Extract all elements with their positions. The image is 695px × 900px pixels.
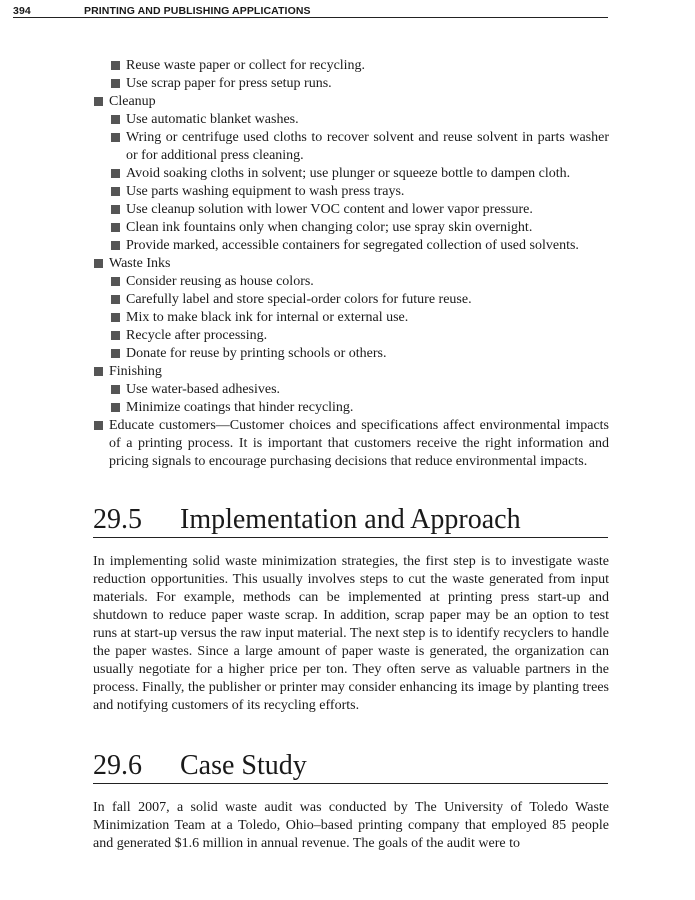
page-number: 394 [13, 5, 31, 17]
list-group [93, 363, 609, 381]
bullet-square-icon [111, 313, 120, 322]
list-group-title: Finishing [109, 364, 162, 379]
sublist [93, 111, 609, 255]
list-item: Minimize coatings that hinder recycling. [110, 399, 609, 417]
bullet-square-icon [111, 79, 120, 88]
section-number: 29.6 [93, 750, 142, 781]
list-item: Clean ink fountains only when changing color; use spray skin overnight. [110, 219, 609, 237]
running-header [13, 5, 608, 18]
section-paragraph: In fall 2007, a solid waste audit was conducted by The University of Toledo Waste Minimization Team at a Toledo, Ohio–based printing company that employed 85 people and generated $1.6 million in annual revenue. The goals of the audit were to [93, 800, 609, 851]
bullet-square-icon [111, 295, 120, 304]
bullet-square-icon [111, 403, 120, 412]
list-item: Wring or centrifuge used cloths to recover solvent and reuse solvent in parts washer or for additional press cleaning. [110, 129, 609, 165]
bullet-square-icon [111, 133, 120, 142]
list-group-title: Waste Inks [109, 256, 171, 271]
list-item: Donate for reuse by printing schools or others. [110, 345, 609, 363]
bullet-square-icon [111, 277, 120, 286]
bullet-square-icon [111, 223, 120, 232]
list-item: Reuse waste paper or collect for recycling. [110, 57, 609, 75]
list-item: Mix to make black ink for internal or external use. [110, 309, 609, 327]
list-item: Use parts washing equipment to wash press trays. [110, 183, 609, 201]
list-item: Avoid soaking cloths in solvent; use plunger or squeeze bottle to dampen cloth. [110, 165, 609, 183]
section-title: Case Study [180, 750, 307, 781]
section-title: Implementation and Approach [180, 504, 521, 535]
bullet-square-icon [111, 61, 120, 70]
list-group [93, 93, 609, 111]
bullet-square-icon [111, 331, 120, 340]
list-item: Use scrap paper for press setup runs. [110, 75, 609, 93]
bullet-square-icon [94, 367, 103, 376]
list-group [93, 255, 609, 273]
bullet-square-icon [94, 97, 103, 106]
sublist [93, 273, 609, 363]
bullet-square-icon [111, 115, 120, 124]
list-item: Use automatic blanket washes. [110, 111, 609, 129]
section-paragraph: In implementing solid waste minimization strategies, the first step is to investigate waste reduction opportunities. This usually involves steps to cut the waste generated from input materials. For example, methods can be implemented at printing press start-up and shutdown to reduce paper waste scrap. In addition, scrap paper may be an option to test runs at start-up versus the raw input material. The next step is to identify recyclers to handle the paper wastes. Since a large amount of paper waste is generated, the organization can usually negotiate for a higher price per ton. They often serve as valuable partners in the process. Finally, the publisher or printer may consider enhancing its image by planting trees and notifying customers of its recycling efforts. [93, 554, 609, 713]
section-29-6 [93, 749, 608, 784]
bullet-square-icon [111, 205, 120, 214]
section-heading [93, 503, 608, 538]
educate-list [93, 417, 609, 471]
section-number: 29.5 [93, 504, 142, 535]
list-item-educate: Educate customers—Customer choices and specifications affect environmental impacts of a printing process. It is important that customers receive the right information and pricing signals to encourage purchasing decisions that reduce environmental impacts. [93, 417, 609, 471]
list-item: Use cleanup solution with lower VOC content and lower vapor pressure. [110, 201, 609, 219]
bullet-square-icon [111, 187, 120, 196]
list-item: Consider reusing as house colors. [110, 273, 609, 291]
list-item: Provide marked, accessible containers for segregated collection of used solvents. [110, 237, 609, 255]
bullet-square-icon [94, 421, 103, 430]
section-29-5 [93, 503, 608, 538]
list-group-title: Cleanup [109, 94, 156, 109]
bullet-square-icon [94, 259, 103, 268]
list-item: Carefully label and store special-order colors for future reuse. [110, 291, 609, 309]
group-list [93, 93, 609, 417]
bullet-square-icon [111, 169, 120, 178]
list-item: Recycle after processing. [110, 327, 609, 345]
list-item: Use water-based adhesives. [110, 381, 609, 399]
running-title: PRINTING AND PUBLISHING APPLICATIONS [84, 5, 311, 17]
bullet-square-icon [111, 349, 120, 358]
bullet-square-icon [111, 385, 120, 394]
intro-sublist [93, 57, 609, 93]
section-heading [93, 749, 608, 784]
bullet-list-block [93, 57, 609, 471]
sublist [93, 381, 609, 417]
bullet-square-icon [111, 241, 120, 250]
